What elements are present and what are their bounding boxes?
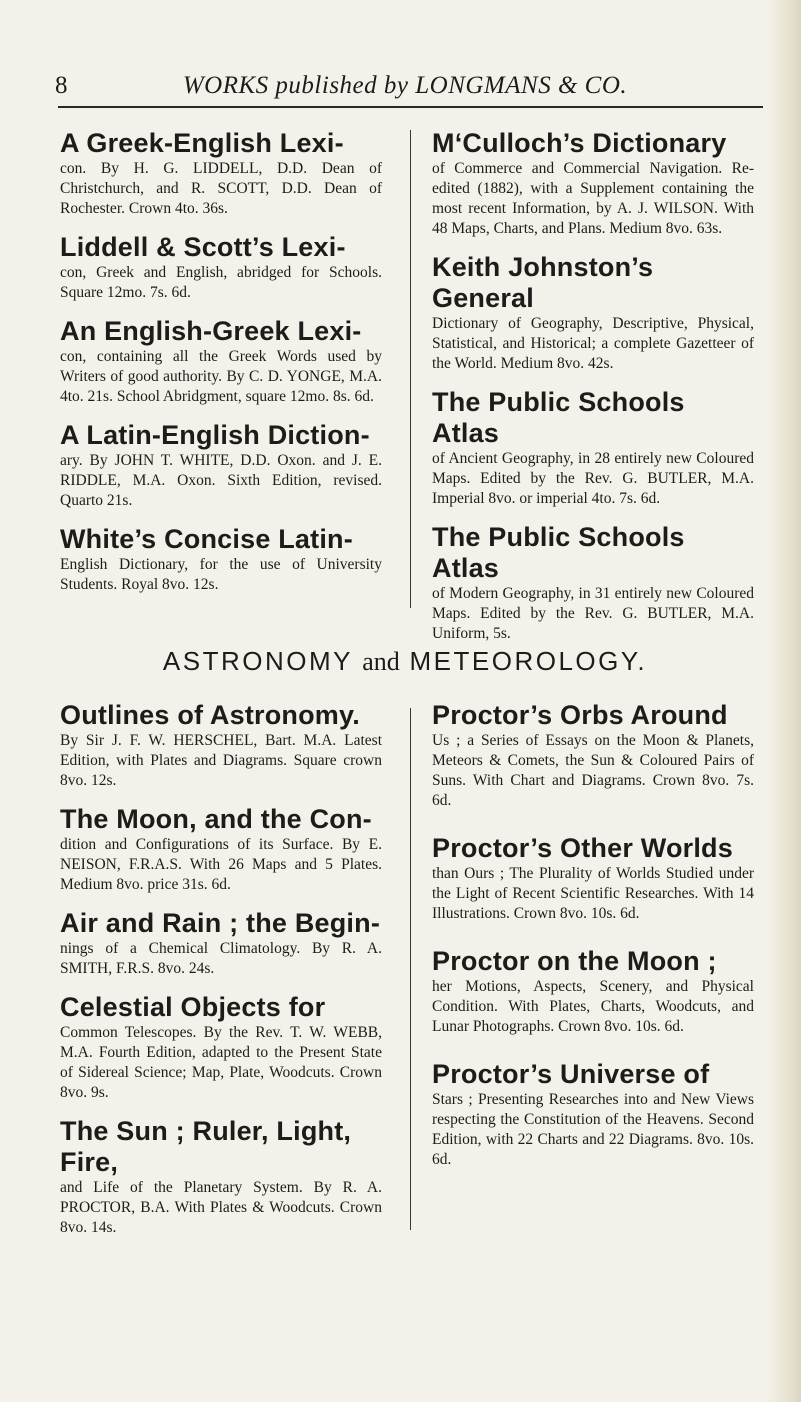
catalogue-entry <box>60 524 382 595</box>
entry-title: Outlines of Astronomy. <box>60 700 360 730</box>
column-divider <box>410 708 411 1230</box>
entry-body: con, containing all the Greek Words used by Writers of good authority. By C. D. YONGE, M.A. 4to. 21s. School Abridgment, square 12mo. 8s. 6d. <box>60 348 382 405</box>
entry-body: than Ours ; The Plurality of Worlds Studied under the Light of Recent Scientific Researches. With 14 Illustrations. Crown 8vo. 10s. 6d. <box>432 865 754 922</box>
entry-body: Us ; a Series of Essays on the Moon & Planets, Meteors & Comets, the Sun & Coloured Pairs of Suns. With Chart and Diagrams. Crown 8vo. 7s. 6d. <box>432 732 754 809</box>
catalogue-entry <box>60 232 382 303</box>
entry-title: Proctor’s Universe of <box>432 1059 710 1089</box>
entry-body: By Sir J. F. W. HERSCHEL, Bart. M.A. Latest Edition, with Plates and Diagrams. Square crown 8vo. 12s. <box>60 732 382 789</box>
entry-title: White’s Concise Latin- <box>60 524 353 554</box>
entry-body: Stars ; Presenting Researches into and New Views respecting the Constitution of the Heavens. Second Edition, with 22 Charts and 22 Diagrams. 8vo. 10s. 6d. <box>432 1091 754 1168</box>
entry-title: Keith Johnston’s General <box>432 252 654 313</box>
entry-title: The Moon, and the Con- <box>60 804 372 834</box>
catalogue-entry <box>432 1059 754 1170</box>
catalogue-entry <box>60 908 382 979</box>
entry-title: The Sun ; Ruler, Light, Fire, <box>60 1116 352 1177</box>
page-number: 8 <box>55 72 68 99</box>
column-divider <box>410 130 411 608</box>
entry-body: English Dictionary, for the use of University Students. Royal 8vo. 12s. <box>60 556 382 593</box>
entry-body: con. By H. G. LIDDELL, D.D. Dean of Christchurch, and R. SCOTT, D.D. Dean of Rochester. Crown 4to. 36s. <box>60 160 382 217</box>
catalogue-entry <box>60 992 382 1103</box>
entry-title: The Public Schools Atlas <box>432 387 685 448</box>
catalogue-entry <box>432 700 754 811</box>
entry-title: Proctor’s Orbs Around <box>432 700 728 730</box>
entry-title: M‘Culloch’s Dictionary <box>432 128 727 158</box>
entry-title: Proctor on the Moon ; <box>432 946 717 976</box>
entry-title: The Public Schools Atlas <box>432 522 685 583</box>
top-left-column <box>60 128 382 608</box>
page-edge-shadow <box>767 0 801 1402</box>
catalogue-entry <box>432 387 754 509</box>
catalogue-entry <box>432 522 754 644</box>
entry-title: An English-Greek Lexi- <box>60 316 362 346</box>
entry-title: A Latin-English Diction- <box>60 420 370 450</box>
entry-body: and Life of the Planetary System. By R. A. PROCTOR, B.A. With Plates & Woodcuts. Crown 8vo. 14s. <box>60 1179 382 1236</box>
bottom-left-column <box>60 700 382 1251</box>
catalogue-entry <box>60 420 382 511</box>
entry-body: Dictionary of Geography, Descriptive, Physical, Statistical, and Historical; a complete Gazetteer of the World. Medium 8vo. 42s. <box>432 315 754 372</box>
entry-title: Proctor’s Other Worlds <box>432 833 733 863</box>
entry-title: Celestial Objects for <box>60 992 326 1022</box>
catalogue-entry <box>60 128 382 219</box>
catalogue-entry <box>60 700 382 791</box>
bottom-right-column <box>432 700 754 1183</box>
entry-body: of Commerce and Commercial Navigation. Re-edited (1882), with a Supplement containing the most recent Information, by A. J. WILSON. With 48 Maps, Charts, and Plans. Medium 8vo. 63s. <box>432 160 754 237</box>
entry-body: of Ancient Geography, in 28 entirely new Coloured Maps. Edited by the Rev. G. BUTLER, M.A. Imperial 8vo. or imperial 4to. 7s. 6d. <box>432 450 754 507</box>
catalogue-entry <box>432 946 754 1037</box>
entry-body: dition and Configurations of its Surface. By E. NEISON, F.R.A.S. With 26 Maps and 5 Plates. Medium 8vo. price 31s. 6d. <box>60 836 382 893</box>
entry-title: Air and Rain ; the Begin- <box>60 908 381 938</box>
entry-body: her Motions, Aspects, Scenery, and Physical Condition. With Plates, Charts, Woodcuts, and Lunar Photographs. Crown 8vo. 10s. 6d. <box>432 978 754 1035</box>
catalogue-entry <box>60 1116 382 1238</box>
entry-body: Common Telescopes. By the Rev. T. W. WEBB, M.A. Fourth Edition, adapted to the Present State of Sidereal Science; Map, Plate, Woodcuts. Crown 8vo. 9s. <box>60 1024 382 1101</box>
header-rule <box>58 106 763 108</box>
section-heading <box>60 646 750 677</box>
entry-title: Liddell & Scott’s Lexi- <box>60 232 346 262</box>
catalogue-entry <box>60 804 382 895</box>
entry-title: A Greek-English Lexi- <box>60 128 344 158</box>
running-title: WORKS published by LONGMANS & CO. <box>182 72 628 99</box>
entry-body: con, Greek and English, abridged for Schools. Square 12mo. 7s. 6d. <box>60 264 382 301</box>
catalogue-entry <box>432 252 754 374</box>
entry-body: ary. By JOHN T. WHITE, D.D. Oxon. and J. E. RIDDLE, M.A. Oxon. Sixth Edition, revised. Quarto 21s. <box>60 452 382 509</box>
catalogue-entry <box>432 833 754 924</box>
entry-body: nings of a Chemical Climatology. By R. A. SMITH, F.R.S. 8vo. 24s. <box>60 940 382 977</box>
catalogue-entry <box>432 128 754 239</box>
section-heading-and: and <box>362 647 400 676</box>
top-right-column <box>432 128 754 657</box>
section-heading-part1: ASTRONOMY <box>162 646 353 676</box>
catalogue-entry <box>60 316 382 407</box>
section-heading-part2: METEOROLOGY. <box>409 646 648 676</box>
page-header <box>55 72 755 108</box>
entry-body: of Modern Geography, in 31 entirely new Coloured Maps. Edited by the Rev. G. BUTLER, M.A. Uniform, 5s. <box>432 585 754 642</box>
